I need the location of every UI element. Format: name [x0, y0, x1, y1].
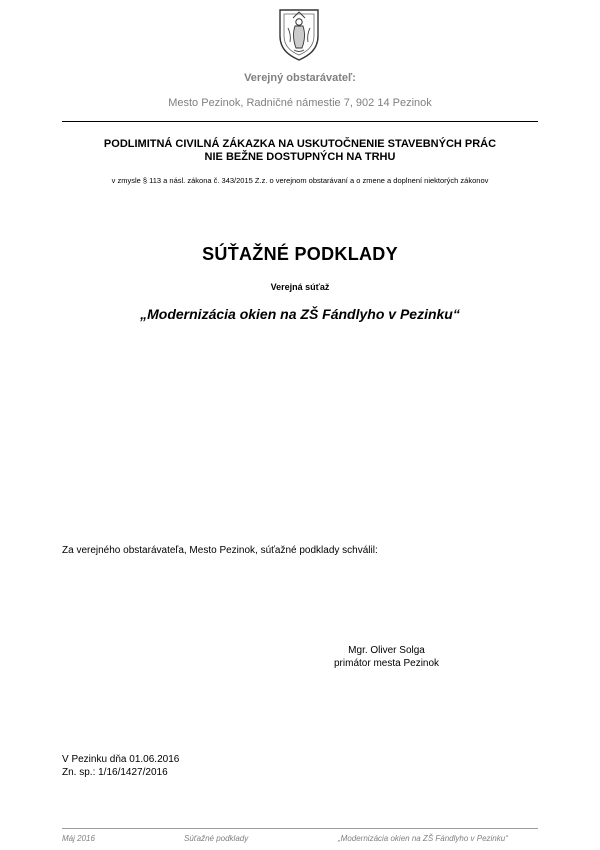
procedure-type: Verejná súťaž [270, 282, 330, 292]
header-divider [62, 121, 538, 122]
issuer-label: Verejný obstarávateľ: [244, 72, 356, 84]
footer-divider [62, 828, 538, 829]
contract-heading-line2: NIE BEŽNE DOSTUPNÝCH NA TRHU [204, 151, 396, 163]
document-title: SÚŤAŽNÉ PODKLADY [202, 244, 398, 264]
signer-name: Mgr. Oliver Solga [348, 645, 425, 656]
footer-date: Máj 2016 [62, 834, 95, 843]
coat-of-arms-icon [276, 6, 322, 62]
contract-heading-line1: PODLIMITNÁ CIVILNÁ ZÁKAZKA NA USKUTOČNENIE STAVEBNÝCH PRÁC [103, 138, 497, 150]
place-date-block [62, 753, 179, 779]
contract-subject: „Modernizácia okien na ZŠ Fándlyho v Pezinku“ [140, 306, 460, 322]
footer-project: „Modernizácia okien na ZŠ Fándlyho v Pezinku“ [338, 834, 508, 843]
place-date: V Pezinku dňa 01.06.2016 [62, 754, 180, 765]
signer-role: primátor mesta Pezinok [334, 658, 440, 669]
legal-basis: v zmysle § 113 a násl. zákona č. 343/2015 Z.z. o verejnom obstarávaní a o zmene a doplnení niektorých zákonov [111, 176, 489, 185]
contract-heading [0, 138, 600, 164]
file-reference: Zn. sp.: 1/16/1427/2016 [62, 767, 168, 778]
approval-statement: Za verejného obstarávateľa, Mesto Pezinok, súťažné podklady schválil: [62, 545, 378, 556]
footer-doc-name: Súťažné podklady [184, 834, 249, 843]
issuer-address: Mesto Pezinok, Radničné námestie 7, 902 14 Pezinok [168, 97, 432, 109]
signature-block [334, 644, 439, 670]
